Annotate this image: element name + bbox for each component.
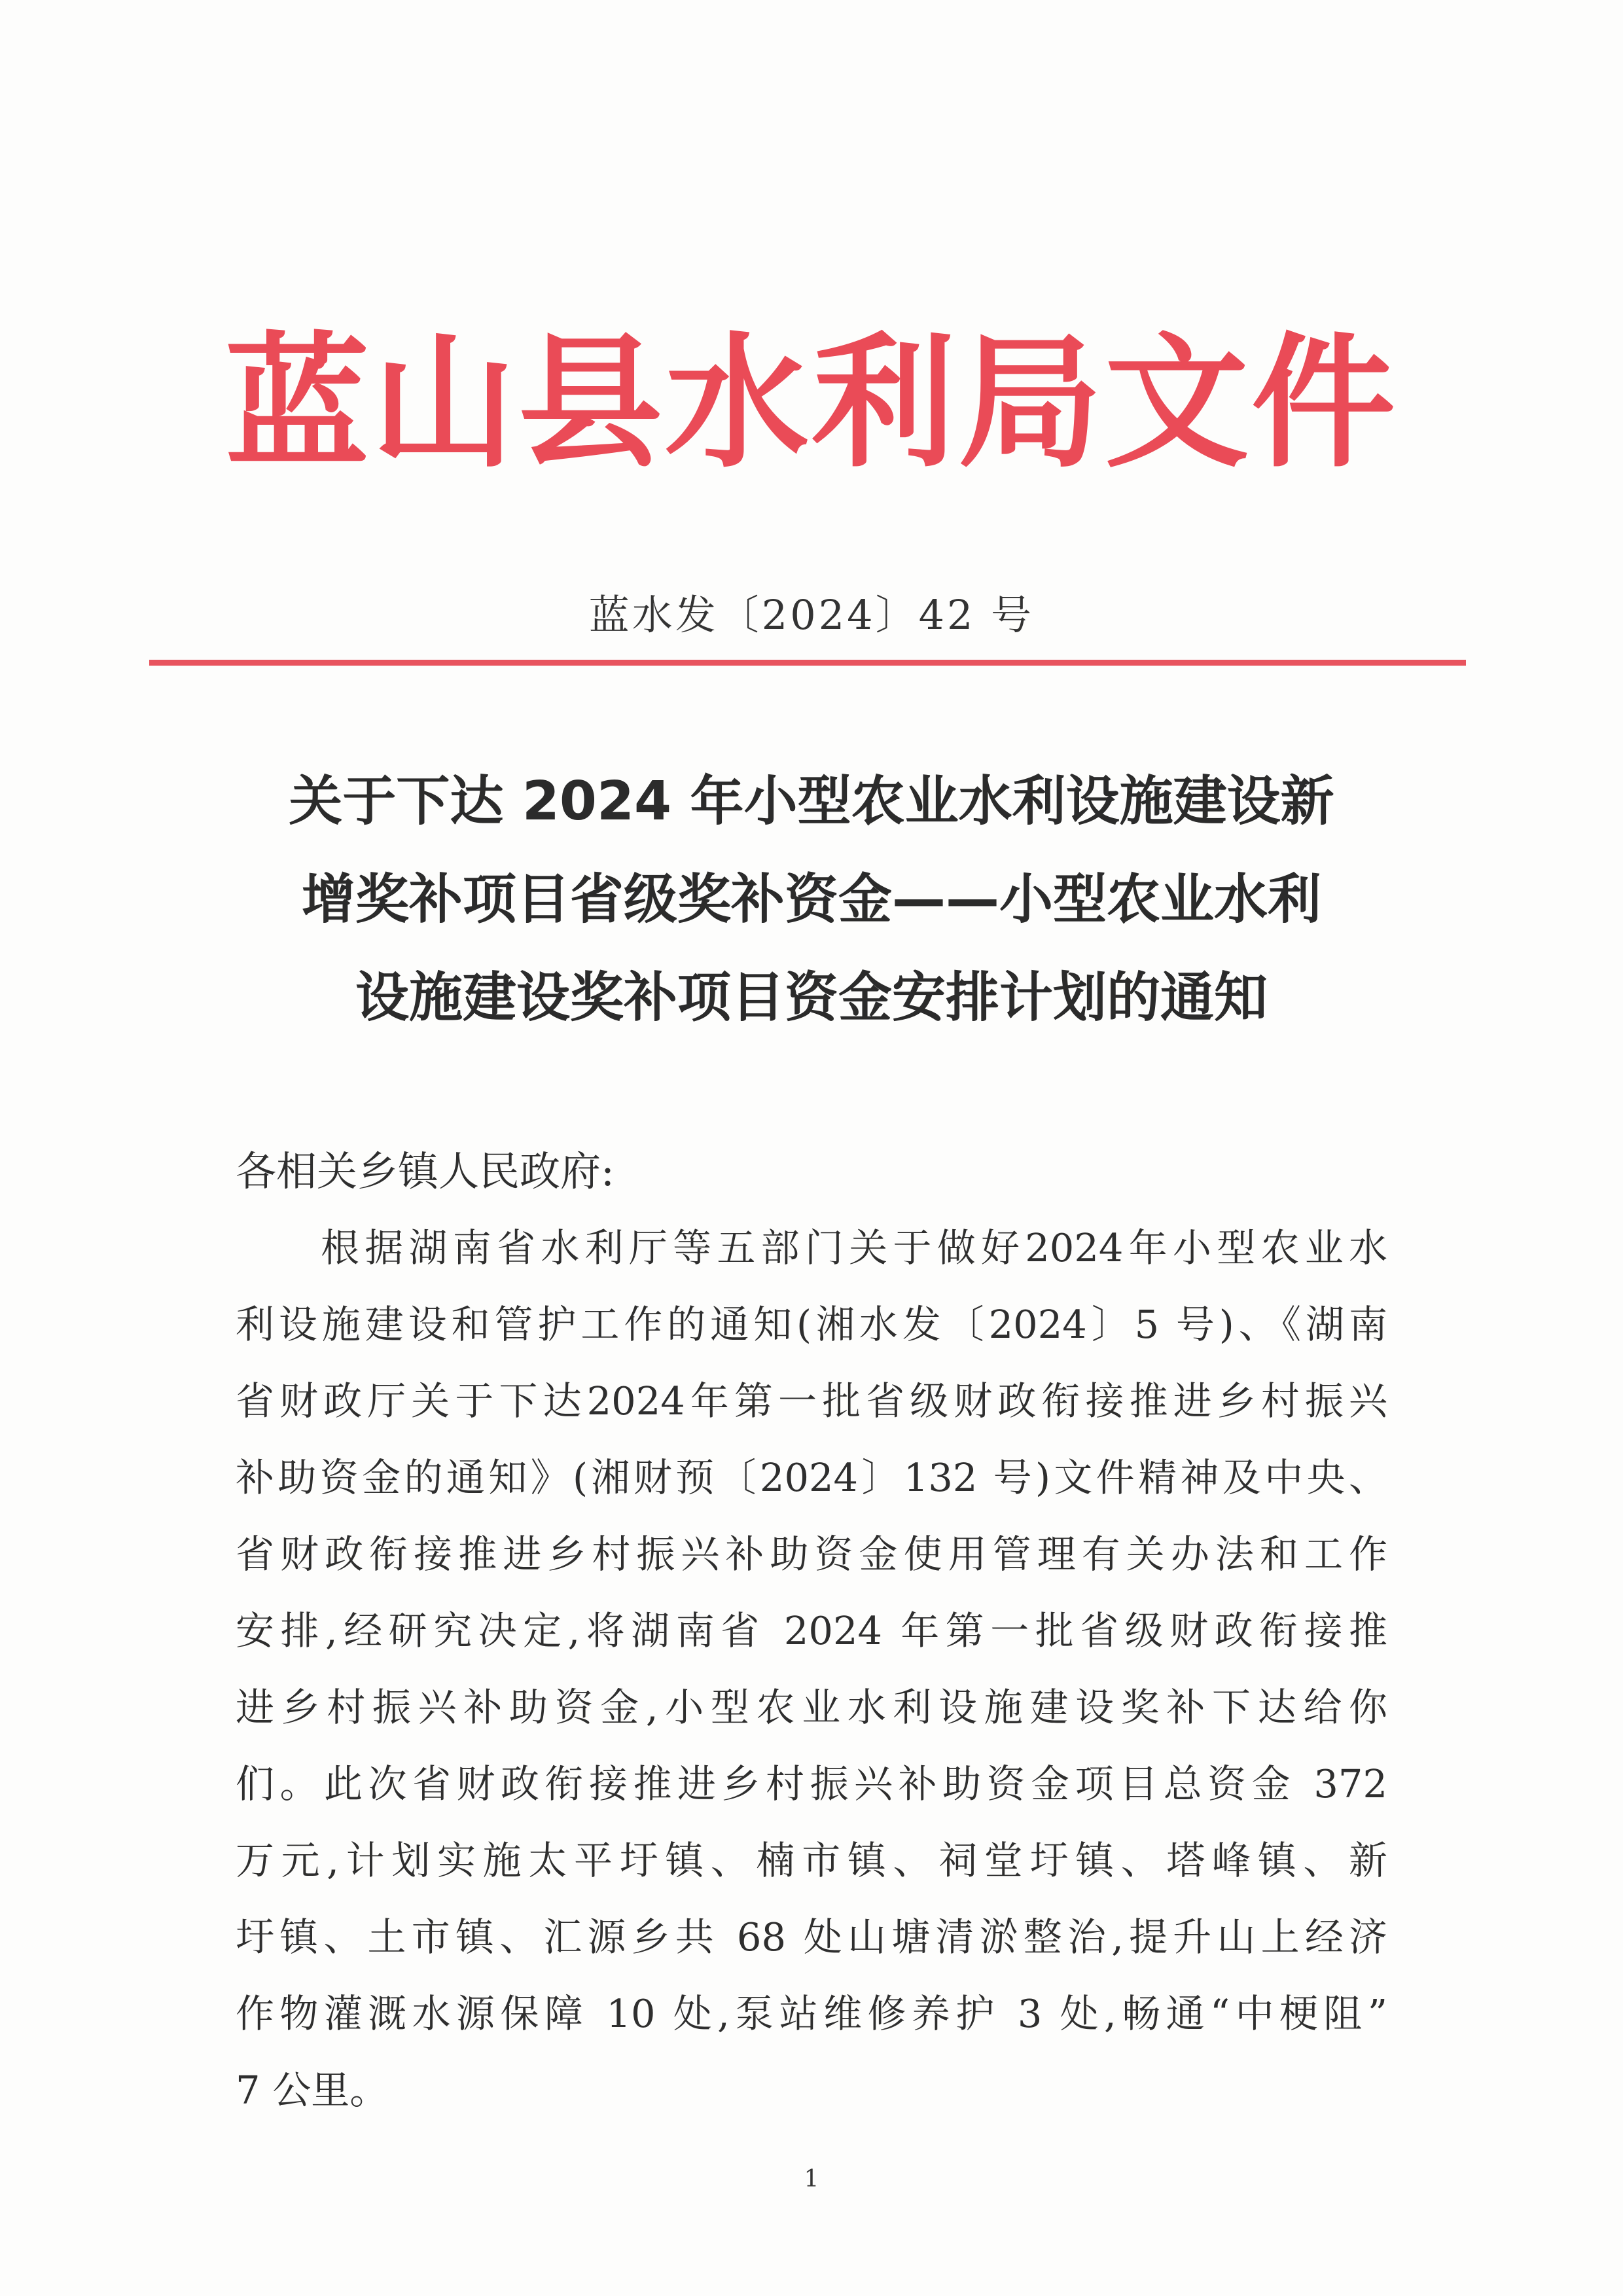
notice-title-line: 增奖补项目省级奖补资金——小型农业水利 xyxy=(301,869,1321,931)
body-line: 利设施建设和管护工作的通知(湘水发〔2024〕5 号)、《湖南 xyxy=(236,1302,1387,1347)
addressee: 各相关乡镇人民政府: xyxy=(236,1147,615,1195)
notice-title xyxy=(196,753,1427,1047)
body-line: 万元,计划实施太平圩镇、楠市镇、祠堂圩镇、塔峰镇、新 xyxy=(236,1838,1387,1883)
notice-title-line: 关于下达 2024 年小型农业水利设施建设新 xyxy=(289,770,1334,833)
body-paragraph xyxy=(236,1210,1387,2128)
body-line: 进乡村振兴补助资金,小型农业水利设施建设奖补下达给你 xyxy=(236,1685,1387,1730)
issuing-authority-title: 蓝山县水利局文件 xyxy=(224,317,1398,487)
body-line: 圩镇、土市镇、汇源乡共 68 处山塘清淤整治,提升山上经济 xyxy=(236,1914,1387,1960)
body-line: 省财政厅关于下达2024年第一批省级财政衔接推进乡村振兴 xyxy=(236,1378,1387,1424)
body-line: 补助资金的通知》(湘财预〔2024〕132 号)文件精神及中央、 xyxy=(236,1455,1387,1500)
body-line: 省财政衔接推进乡村振兴补助资金使用管理有关办法和工作 xyxy=(236,1532,1387,1577)
body-line: 们。此次省财政衔接推进乡村振兴补助资金项目总资金 372 xyxy=(236,1761,1387,1806)
body-line: 作物灌溉水源保障 10 处,泵站维修养护 3 处,畅通“中梗阻” xyxy=(236,1991,1387,2036)
document-number: 蓝水发〔2024〕42 号 xyxy=(588,591,1035,639)
body-line: 7 公里。 xyxy=(236,2068,389,2113)
body-line: 根据湖南省水利厅等五部门关于做好2024年小型农业水 xyxy=(321,1225,1387,1270)
red-separator-line xyxy=(149,660,1466,666)
notice-title-line: 设施建设奖补项目资金安排计划的通知 xyxy=(355,967,1268,1029)
page-number: 1 xyxy=(804,2166,819,2193)
body-line: 安排,经研究决定,将湖南省 2024 年第一批省级财政衔接推 xyxy=(236,1608,1387,1653)
